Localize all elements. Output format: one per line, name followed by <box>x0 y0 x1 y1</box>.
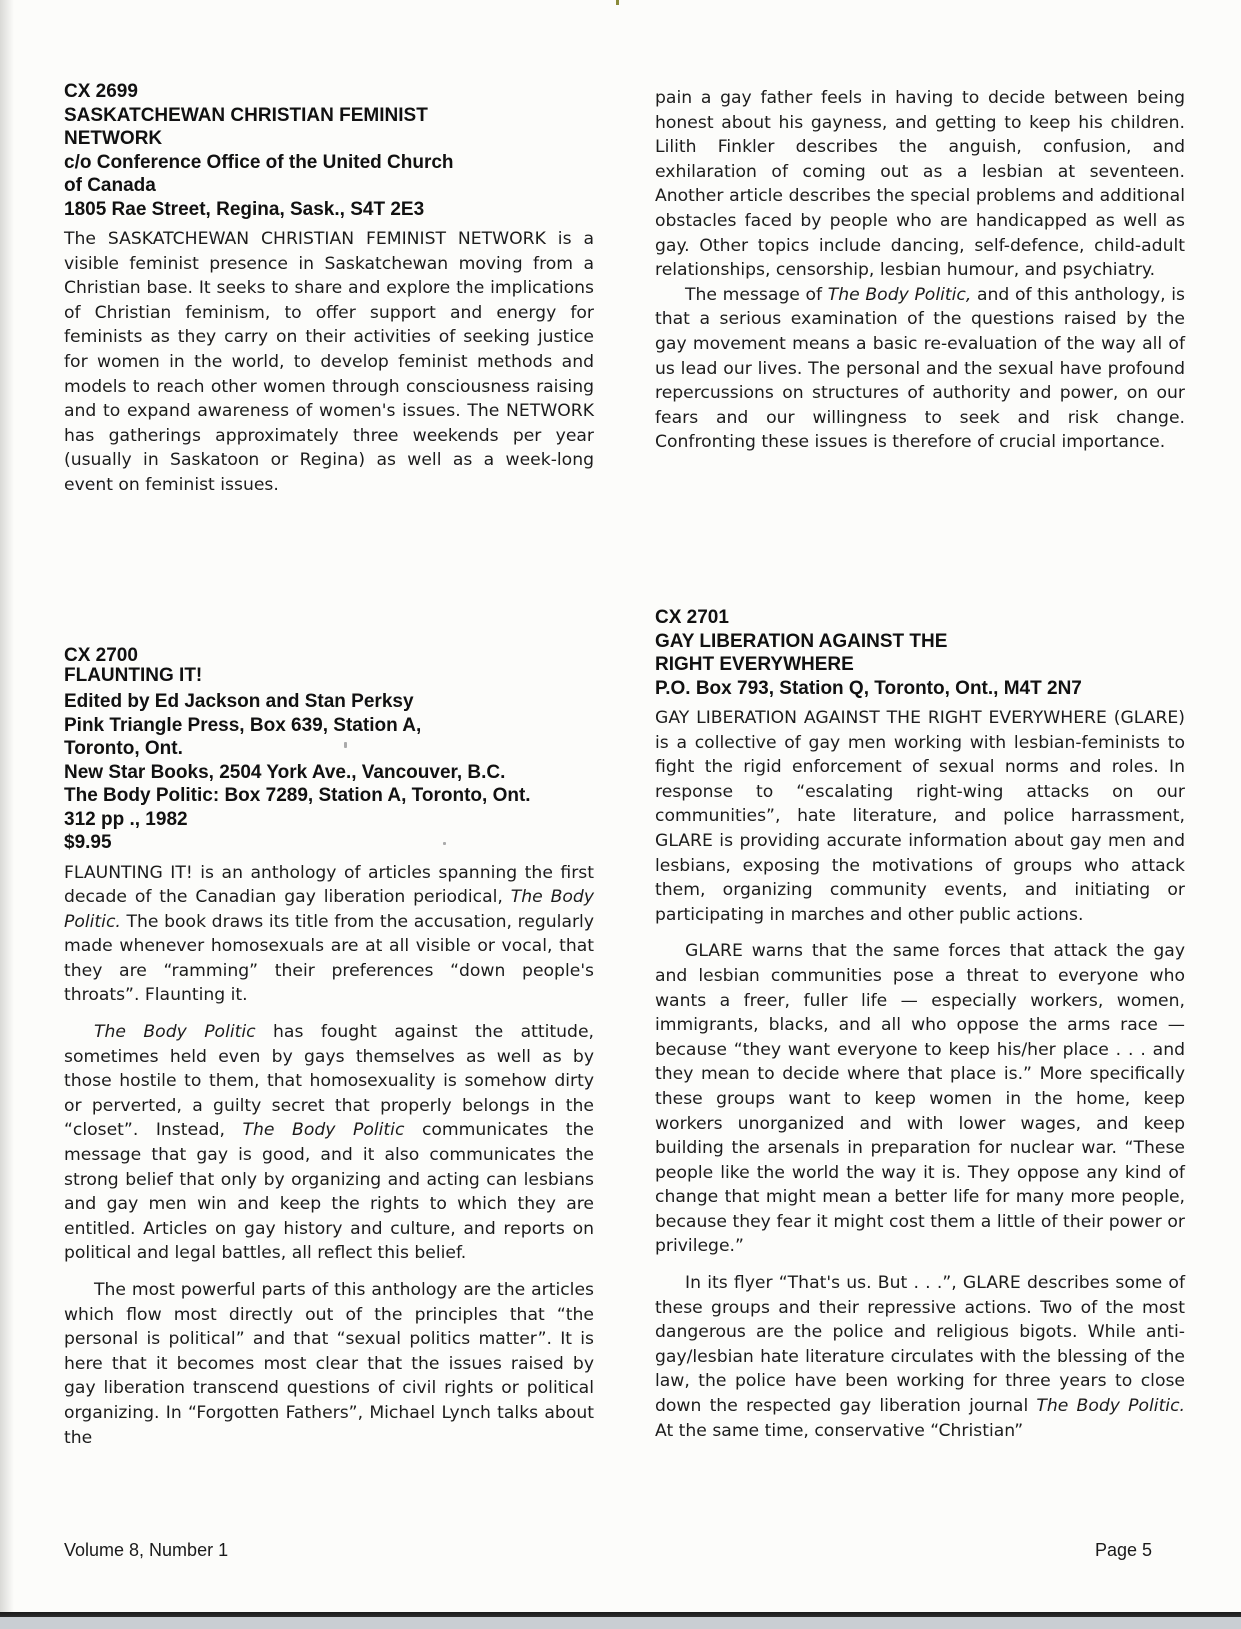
review-paragraph-3: The most powerful parts of this anthology are the articles which flow most directly out of the principles that “the personal is political” and that “sexual politics matter”. It is here that it becomes most clear that the issues raised by gay liberation transcend questions of civil rights or political organizing. In “Forgotten Fathers”, Michael Lynch talks about the <box>64 1280 594 1448</box>
italic-title: The Body Politic. <box>64 887 594 932</box>
entry-address-line: c/o Conference Office of the United Church <box>64 151 454 173</box>
entry-title-line: RIGHT EVERYWHERE <box>655 654 854 675</box>
book-pages-year: 312 pp ., 1982 <box>64 808 188 830</box>
entry-title-line: GAY LIBERATION AGAINST THE <box>655 630 948 652</box>
page-gutter-shadow <box>0 0 14 1629</box>
entry-description: The SASKATCHEWAN CHRISTIAN FEMINIST NETWORK is a visible feminist presence in Saskatchewan moving from a Christian base. It seeks to share and explore the implications of Christian feminism, to offer support and energy for feminists as they carry on their activities of seeking justice for women in the world, to develop feminist methods and models to reach other women through consciousness raising and to expand awareness of women's issues. The NETWORK has gatherings approximately three weekends per year (usually in Saskatoon or Regina) as well as a week-long event on feminist issues. <box>64 229 594 495</box>
entry-paragraph-1: GAY LIBERATION AGAINST THE RIGHT EVERYWHERE (GLARE) is a collective of gay men working with lesbian-feminists to fight the rigid enforcement of sexual norms and roles. In response to “escalating right-wing attacks on our communities”, hate literature, and police harrassment, GLARE is providing accurate information about gay men and lesbians, exposing the motivations of groups who attack them, organizing community events, and initiating or participating in marches and other public actions. <box>655 708 1185 925</box>
entry-cx2699 <box>64 80 594 498</box>
entry-title: FLAUNTING IT! <box>64 665 203 686</box>
entry-cx2700-continued <box>655 86 1185 455</box>
text-run: At the same time, conservative “Christian” <box>655 1420 1024 1441</box>
book-publisher-line: Pink Triangle Press, Box 639, Station A, <box>64 714 422 736</box>
book-publisher-line: Toronto, Ont. <box>64 738 183 759</box>
text-run: FLAUNTING IT! is an anthology of articles spanning the first decade of the Canadian gay liberation periodical, <box>64 862 594 908</box>
entry-code: CX 2699 <box>64 81 138 102</box>
entry-title-line: SASKATCHEWAN CHRISTIAN FEMINIST <box>64 104 428 126</box>
text-run: has fought against the attitude, sometimes held even by gays themselves as well as by those hostile to them, that homosexuality is somehow dirty or perverted, a guilty secret that properly belongs in the “closet”. Instead, <box>64 1022 594 1141</box>
volume-number: Volume 8, Number 1 <box>64 1540 229 1560</box>
book-publisher-line: The Body Politic: Box 7289, Station A, Toronto, Ont. <box>64 785 531 806</box>
book-publisher-line: New Star Books, 2504 York Ave., Vancouver, B.C. <box>64 761 506 783</box>
print-speck <box>443 842 446 845</box>
entry-paragraph-2: GLARE warns that the same forces that attack the gay and lesbian communities pose a threat to everyone who wants a freer, fuller life — especially workers, women, immigrants, blacks, and all who oppose the arms race — because “they want everyone to keep his/her place . . . and they mean to decide where that place is.” More specifically these groups want to keep women in the home, keep workers unorganized and with lower wages, and keep building the arsenals in preparation for nuclear war. “These people like the world the way it is. They oppose any kind of change that might mean a better life for many more people, because they fear it might cost them a little of their power or privilege.” <box>655 941 1185 1257</box>
entry-cx2700-header <box>64 646 594 855</box>
text-run: In its flyer “That's us. But . . .”, GLARE describes some of these groups and their repressive actions. Two of the most dangerous are the police and religious bigots. While anti-gay/lesbian hate literature circulates with the blessing of the law, the police have been working for three years to close down the respected gay liberation journal <box>655 1273 1185 1417</box>
page-number: Page 5 <box>1095 1540 1153 1560</box>
entry-code: CX 2701 <box>655 607 729 628</box>
book-price: $9.95 <box>64 832 112 853</box>
entry-cx2701 <box>655 606 1185 1443</box>
text-run: The book draws its title from the accusation, regularly made whenever homosexuals are at all visible or vocal, that they are “ramming” their preferences “down people's throats”. Flaunting it. <box>64 911 594 1006</box>
entry-paragraph-3 <box>655 1271 1185 1443</box>
italic-title: The Body Politic <box>242 1120 405 1141</box>
text-run: The message of <box>685 284 828 305</box>
italic-title: The Body Politic <box>94 1022 256 1043</box>
italic-title: The Body Politic. <box>1036 1396 1185 1417</box>
italic-title: The Body Politic, <box>827 284 972 305</box>
review-paragraph-1 <box>64 861 594 1009</box>
text-run: communicates the message that gay is good, and it also communicates the strong belief that only by organizing and acting can lesbians and gay men win and keep the rights to which they are entitled. Articles on gay history and culture, and reports on political and legal battles, all reflect this belief. <box>64 1120 594 1264</box>
review-paragraph-3-continued: pain a gay father feels in having to decide between being honest about his gayness, and getting to keep his children. Lilith Finkler describes the anguish, confusion, and exhilaration of coming out as a lesbian at seventeen. Another article describes the special problems and additional obstacles faced by people who are handicapped as well as gay. Other topics include dancing, self-defence, child-adult relationships, censorship, lesbian humour, and psychiatry. <box>655 88 1185 281</box>
entry-title-line: NETWORK <box>64 128 163 149</box>
review-paragraph-2 <box>64 1020 594 1266</box>
review-paragraph-4 <box>655 283 1185 455</box>
entry-cx2701-header <box>655 606 1185 700</box>
entry-cx2700 <box>64 646 594 1450</box>
entry-address: P.O. Box 793, Station Q, Toronto, Ont., M4T 2N7 <box>655 677 1082 699</box>
entry-address-line: 1805 Rae Street, Regina, Sask., S4T 2E3 <box>64 198 425 220</box>
entry-cx2699-header <box>64 80 594 221</box>
entry-address-line: of Canada <box>64 175 156 196</box>
print-speck <box>344 742 347 748</box>
scan-edge <box>0 1617 1241 1629</box>
top-registration-mark <box>616 0 619 5</box>
book-editors: Edited by Ed Jackson and Stan Perksy <box>64 691 414 712</box>
entry-code: CX 2700 <box>64 645 138 666</box>
text-run: and of this anthology, is that a serious examination of the questions raised by the gay movement means a basic re-evaluation of the way all of us lead our lives. The personal and the sexual have profound repercussions on structures of authority and power, on our fears and our willingness to seek and risk change. Confronting these issues is therefore of crucial importance. <box>655 284 1185 453</box>
